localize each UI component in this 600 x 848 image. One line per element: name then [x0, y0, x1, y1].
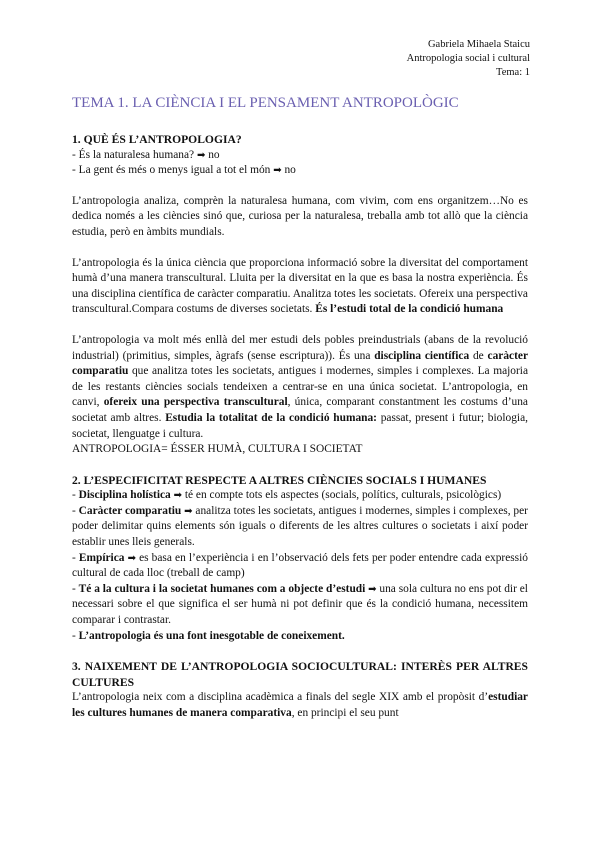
- paragraph-3-bold-2: caràcter comparatiu: [72, 349, 528, 378]
- list-item: - Disciplina holística ➡ té en compte tots els aspectes (socials, polítics, culturals, psicològics): [72, 489, 502, 502]
- anthropology-equation: ANTROPOLOGIA= ÉSSER HUMÀ, CULTURA I SOCIETAT: [72, 443, 363, 456]
- topic-number: Tema: 1: [496, 67, 530, 78]
- paragraph-1: L’antropologia analiza, comprèn la naturalesa humana, com vivim, com ens organitzem…No es dedica només a les ciències sinó que, curiosa per la naturalesa, treballa amb tot allò que la ciència estudia, però en àmbits mundials.: [72, 194, 528, 238]
- paragraph-3-text-a: L’antropologia va molt més enllà del mer estudi dels pobles preindustrials (abans de la revolució industrial) (primitius, simples, àgrafs (sense escriptura)). És una: [72, 333, 528, 362]
- list-item: - Té a la cultura i la societat humanes com a objecte d’estudi ➡ una sola cultura no ens pot dir el necessari sobre el que significa el ser humà ni pot definir que és la condició humana, necessitem comparar i contrastar.: [72, 582, 528, 627]
- item-1-bold: Disciplina holística: [78, 489, 171, 502]
- item-1-text: té en compte tots els aspectes (socials, polítics, culturals, psicològics): [182, 489, 502, 502]
- question-line-1: [72, 148, 528, 164]
- paragraph-4: [72, 690, 528, 721]
- paragraph-4-bold: estudiar les cultures humanes de manera comparativa: [72, 691, 528, 719]
- list-item: - L’antropologia és una font inesgotable de coneixement.: [72, 629, 345, 642]
- arrow-right-icon: ➡: [184, 505, 193, 517]
- arrow-right-icon: ➡: [368, 583, 377, 595]
- course-name: Antropologia social i cultural: [406, 53, 530, 64]
- section-1-heading: 1. QUÈ ÉS L’ANTROPOLOGIA?: [72, 133, 242, 146]
- answer-1: no: [208, 148, 220, 161]
- paragraph-3-text-c: de: [469, 349, 488, 362]
- author-name: Gabriela Mihaela Staicu: [427, 39, 530, 50]
- arrow-right-icon: ➡: [173, 490, 182, 502]
- paragraph-3-bold-1: disciplina científica: [374, 349, 470, 362]
- paragraph-2: [72, 256, 528, 318]
- item-2-text: analitza totes les societats, antigues i modernes, simples i complexes, per poder delimitar quins elements són iguals o diferents de les altres cultures o societats i així poder establir unes lleis generals.: [72, 504, 528, 549]
- paragraph-2-bold: És l’estudi total de la condició humana: [315, 303, 504, 316]
- paragraph-3-bold-4: Estudia la totalitat de la condició humana:: [165, 411, 377, 424]
- paragraph-4-text-a: L’antropologia neix com a disciplina acadèmica a finals del segle XIX amb el propòsit d’: [72, 691, 489, 704]
- paragraph-3-text-e: , única, comparant constantment les costums d’una societat amb altres.: [72, 396, 528, 424]
- item-4-bold: Té a la cultura i la societat humanes com a objecte d’estudi: [78, 582, 366, 595]
- question-2: - La gent és més o menys igual a tot el món: [72, 164, 271, 177]
- paragraph-3: [72, 333, 528, 442]
- item-5-bold: L’antropologia és una font inesgotable de coneixement.: [78, 629, 345, 642]
- section-2-heading: 2. L’ESPECIFICITAT RESPECTE A ALTRES CIÈNCIES SOCIALS I HUMANES: [72, 473, 487, 487]
- arrow-right-icon: ➡: [196, 149, 206, 161]
- paragraph-3-text-d: que analitza totes les societats, antigues i modernes, simples i complexes. La majoria de les restants ciències socials tendeixen a centrar-se en una única societat. L’antropologia, en canvi,: [72, 365, 528, 409]
- page-header: [407, 38, 530, 80]
- list-item: - Caràcter comparatiu ➡ analitza totes les societats, antigues i modernes, simples i complexes, per poder delimitar quins elements són iguals o diferents de les altres cultures o societats i així poder establir unes lleis generals.: [72, 504, 528, 549]
- question-line-2: [72, 163, 528, 179]
- item-3-text: es basa en l’experiència i en l’observació dels fets per poder entendre cada expressió cultural de cada lloc (treball de camp): [72, 551, 528, 580]
- question-1: - És la naturalesa humana?: [72, 148, 195, 161]
- arrow-right-icon: ➡: [273, 165, 282, 177]
- item-4-text: una sola cultura no ens pot dir el necessari sobre el que significa el ser humà ni pot definir que és la condició humana, necessitem comparar i contrastar.: [72, 582, 528, 627]
- paragraph-3-bold-3: ofereix una perspectiva transcultural: [103, 396, 288, 409]
- list-item: - Empírica ➡ es basa en l’experiència i en l’observació dels fets per poder entendre cada expressió cultural de cada lloc (treball de camp): [72, 551, 528, 580]
- section-3-heading: 3. NAIXEMENT DE L’ANTROPOLOGIA SOCIOCULTURAL: INTERÈS PER ALTRES CULTURES: [72, 660, 528, 689]
- paragraph-2-text: L’antropologia és la única ciència que proporciona informació sobre la diversitat del comportament humà d’una manera transcultural. Lluita per la diversitat en la que es basa la nostra experiència. És una disciplina científica de caràcter comparatiu. Analitza totes les societats. Ofereix una perspectiva transcultural.Compara costums de diverses societats.: [72, 256, 528, 316]
- answer-2: no: [284, 164, 296, 177]
- document-title: TEMA 1. LA CIÈNCIA I EL PENSAMENT ANTROPOLÒGIC: [72, 95, 459, 111]
- paragraph-3-text-f: passat, present i futur; biologia, societat, llenguatge i cultura.: [72, 411, 528, 440]
- item-3-bold: Empírica: [78, 551, 125, 564]
- item-2-bold: Caràcter comparatiu: [78, 504, 182, 517]
- arrow-right-icon: ➡: [127, 552, 136, 564]
- paragraph-4-text-b: , en principi el seu punt: [291, 707, 399, 719]
- document-body: [72, 94, 528, 722]
